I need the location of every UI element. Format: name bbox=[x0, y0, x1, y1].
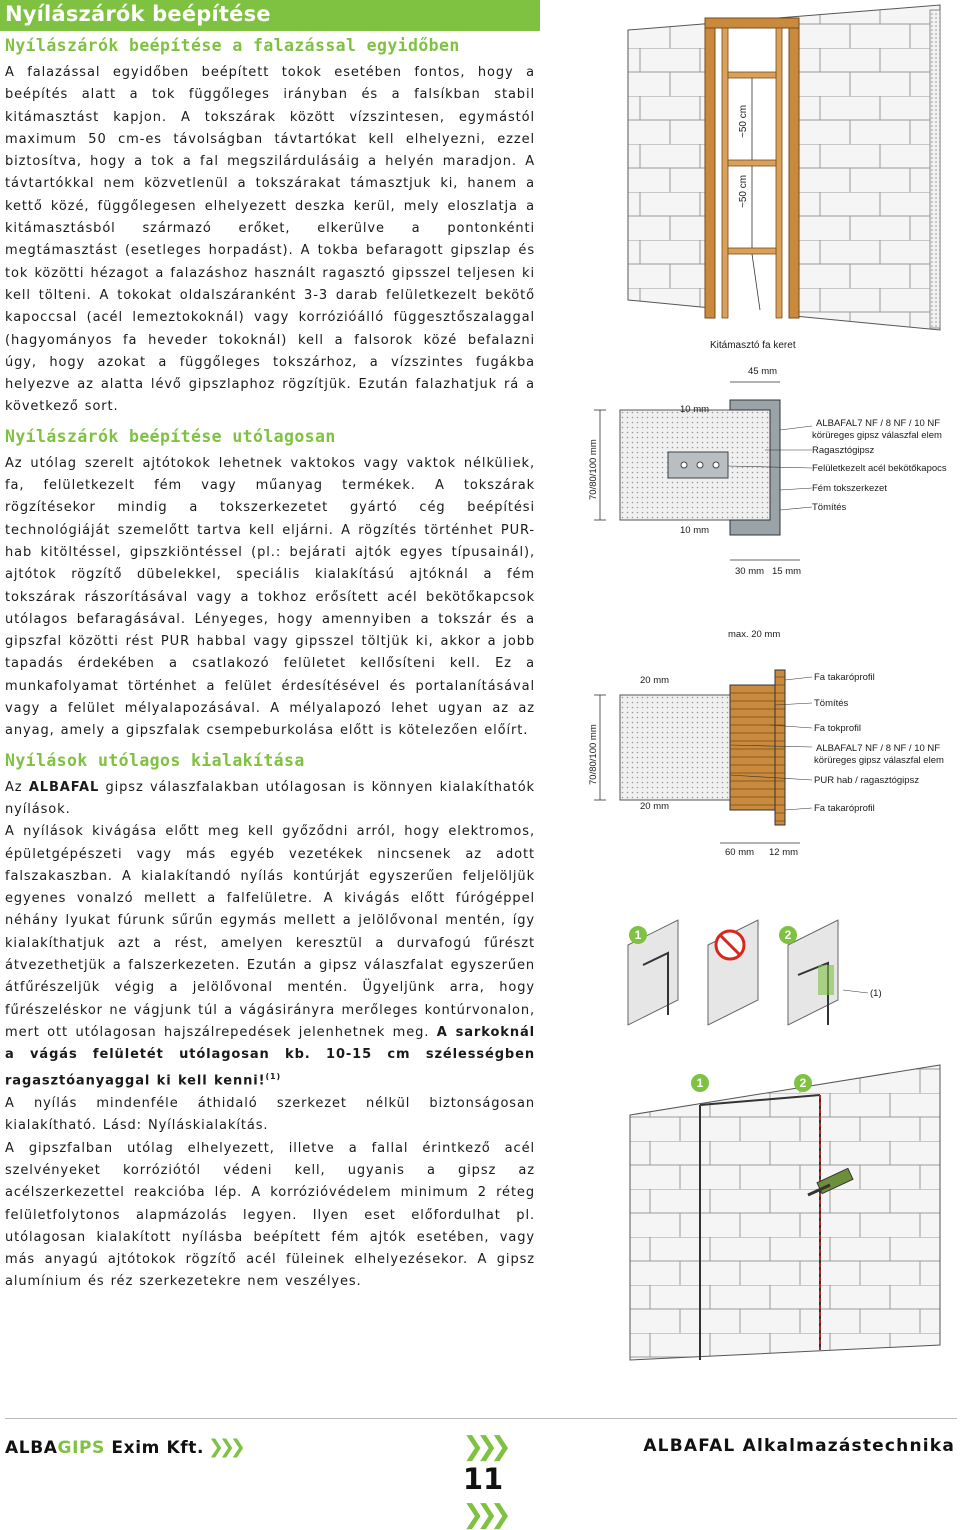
heading-s1: Nyílászárók beépítése a falazással egyidőben bbox=[5, 36, 460, 55]
steel-dim-45: 45 mm bbox=[748, 366, 778, 377]
steel-height-label: 70/80/100 mm bbox=[588, 439, 599, 500]
steel-label-4: Fém tokszerkezet bbox=[812, 483, 887, 494]
wood-dim-12: 12 mm bbox=[769, 847, 799, 858]
wood-label-3: ALBAFAL7 NF / 8 NF / 10 NF bbox=[816, 743, 941, 754]
wood-dim-bottom: 20 mm bbox=[640, 801, 670, 812]
footer-company-c: Exim Kft. bbox=[104, 1438, 205, 1458]
figure-wall-cut bbox=[620, 1045, 960, 1370]
no-cut-symbol bbox=[708, 920, 758, 1025]
corner-step1-label: 1 bbox=[634, 928, 642, 942]
steel-label-5: Tömítés bbox=[812, 502, 847, 513]
steel-dim-30: 30 mm bbox=[735, 566, 765, 577]
corner-step-2 bbox=[779, 920, 838, 1025]
wood-label-2: Fa tokprofil bbox=[814, 723, 861, 734]
figure-steel-section bbox=[580, 360, 960, 585]
footer-page bbox=[438, 1428, 528, 1530]
p1-c: gipsz válaszfalakban utólagosan is könnyen kialakíthatók nyílások. bbox=[5, 779, 535, 817]
wood-height-label: 70/80/100 mm bbox=[588, 724, 599, 785]
wood-label-4: körüreges gipsz válaszfal elem bbox=[814, 755, 944, 766]
wood-frame-profile bbox=[730, 685, 775, 810]
figure-wood-section bbox=[580, 625, 960, 865]
steel-dim-top: 10 mm bbox=[680, 404, 710, 415]
wall-step1-label: 1 bbox=[696, 1076, 704, 1090]
wall-cut-step-2 bbox=[794, 1074, 812, 1092]
figure-corner-steps bbox=[618, 915, 898, 1040]
corner-note: (1) bbox=[870, 988, 882, 999]
steel-label-0: ALBAFAL7 NF / 8 NF / 10 NF bbox=[816, 418, 941, 429]
wall-step2-label: 2 bbox=[799, 1076, 807, 1090]
figure-frame-bracing bbox=[610, 0, 960, 360]
footer-company bbox=[5, 1436, 241, 1458]
wood-label-5: PUR hab / ragasztógipsz bbox=[814, 775, 920, 786]
footer-company-b: GIPS bbox=[57, 1438, 105, 1458]
page-arrows-right-icon: ❯❯❯ bbox=[462, 1500, 504, 1530]
p1-brand: ALBAFAL bbox=[28, 779, 100, 795]
paragraph-s3-1 bbox=[5, 777, 535, 822]
wood-label-0: Fa takaróprofil bbox=[814, 672, 875, 683]
dim-50cm-2: ~50 cm bbox=[738, 174, 749, 208]
heading-s3: Nyílások utólagos kialakítása bbox=[5, 750, 305, 770]
p2-footnote: (1) bbox=[265, 1072, 282, 1082]
p1-a: Az bbox=[5, 779, 29, 795]
page-arrows-left-icon: ❯❯❯ bbox=[462, 1432, 504, 1462]
heading-s2: Nyílászárók beépítése utólagosan bbox=[5, 426, 336, 446]
steel-label-2: Ragasztógipsz bbox=[812, 445, 875, 456]
paragraph-s3-4: A gipszfalban utólag elhelyezett, illetve a fallal érintkező acél szelvényeket korróziótól védeni kell, ugyanis a gipsz az acélszerkezettel reakcióba lép. A korrózióvédelem minimum 2 réteg felületfolytonos alapmázolás legyen. Ilyen eset előfordulhat pl. utólagosan kialakított nyílásba beépített fém ajtók esetében, vagy más anyagú ajtótokok rögzítő acél füleinek elhelyezésekor. A gipsz alumínium és réz szerkezetekre nem veszélyes. bbox=[5, 1140, 535, 1290]
footer-company-a: ALBA bbox=[5, 1438, 58, 1458]
paragraph-s1: A falazással egyidőben beépített tokok esetében fontos, hogy a beépítés alatt a tok függőleges irányban és a falsíkban stabil kitámasztást kapjon. A tokszárak között vízszintesen, egymástól maximum 50 cm-es távolságban távtartókat kell elhelyezni, ezzel biztosítva, hogy a tok a fal megszilárdulásáig a helyén maradjon. A távtartókkal nem közvetlenül a tokszárakat támasztjuk ki, hanem a kettő közé, függőlegesen elhelyezett deszka kerül, mely eloszlatja a kitámasztásból származó erőket, elkerülve a pontonkénti megtámasztást (esetleges horpadást). A tokba befaragott gipszlap és tok közötti hézagot a falazáshoz használt ragasztó gipsszel teljesen ki kell tölteni. A tokokat oldalszáranként 3-3 darab felületkezelt bekötő kapoccsal (acél lemeztokoknál) vagy korrózióálló függesztőszalaggal (hagyományos fa heveder tokoknál) kell a falsorok közé befalazni úgy, hogy azokat a függőleges tokszárhoz, a vízszintes fugákba helyezve az alatta lévő gipszlaphoz rögzítjük. Ezután falazhatjuk rá a következő sort. bbox=[5, 65, 535, 415]
page-number: 11 bbox=[462, 1462, 504, 1496]
title-bar bbox=[0, 0, 540, 31]
wall-edge bbox=[930, 10, 940, 328]
p2-bold: A sarkoknál a vágás felületét utólagosan kb. 10-15 cm szélességben ragasztóanyaggal ki kell kenni! bbox=[5, 1024, 536, 1089]
corner-step2-label: 2 bbox=[784, 928, 792, 942]
wood-dim-60: 60 mm bbox=[725, 847, 755, 858]
wood-dim-top: 20 mm bbox=[640, 675, 670, 686]
wood-cover-profile bbox=[775, 670, 785, 825]
wall-cut-step-1 bbox=[691, 1074, 709, 1092]
steel-label-1: körüreges gipsz válaszfal elem bbox=[812, 430, 942, 441]
footer bbox=[0, 1418, 960, 1530]
dim-50cm-1: ~50 cm bbox=[738, 104, 749, 138]
wood-label-1: Tömítés bbox=[814, 698, 849, 709]
steel-dim-15: 15 mm bbox=[772, 566, 802, 577]
paragraph-s3-2 bbox=[5, 821, 535, 1093]
wood-dim-height bbox=[588, 695, 606, 800]
wood-max: max. 20 mm bbox=[728, 629, 781, 640]
footer-divider bbox=[5, 1418, 957, 1419]
wood-label-6: Fa takaróprofil bbox=[814, 803, 875, 814]
steel-dim-bottom: 10 mm bbox=[680, 525, 710, 536]
footer-arrows-icon: ❯❯❯ bbox=[208, 1436, 241, 1458]
paragraph-s3-3: A nyílás mindenféle áthidaló szerkezet nélkül biztonságosan kialakítható. Lásd: Nyíláskialakítás. bbox=[5, 1096, 535, 1134]
steel-dim-height bbox=[588, 410, 606, 520]
p2-text: A nyílások kivágása előtt meg kell győződni arról, hogy elektromos, épületgépészeti vagy más egyéb vezetékek nincsenek az adott falszakaszban. A kialakítandó nyílás kontúrját egyszerűen feljelöljük egyenes vonalzó mellett a falfelületre. A kivágás előtt fúrógéppel néhány lyukat fúrunk sűrűn egymás mellett a jelölővonal mentén, így kialakíthatjuk azt a rést, amelyen keresztül a durvafogú fűrészt átvezethetjük a falszerkezeten. Ezután a gipsz válaszfalat egyszerűen átfűrészeljük végig a jelölővonal mentén. Ügyeljünk arra, hogy fűrészeléskor ne vágjunk túl a vágásirányra merőleges kontúrvonalon, mert ott utólagosan hajszálrepedések jelenhetnek meg. bbox=[5, 824, 535, 1040]
paragraph-s2: Az utólag szerelt ajtótokok lehetnek vaktokos vagy vaktok nélküliek, fa, felületkezelt fém vagy műanyag termékek. A tokszárak rögzítésekor mindig a tokszerkezetet gyártó cég beépítési technológiáját szemelőtt tartva kell eljárni. A rögzítés történhet PUR-hab kitöltéssel, gipszkiöntéssel (pl.: bejárati ajtók egyes típusainál), ajtótok rögzítő dübelekkel, speciális kialakítású ajtóknál a fém tokszárak rászorításával vagy a tokhoz erősített acél bekötőkapcsok utólagos befaragásával. Lényeges, hogy amennyiben a tokszár és a gipszfal közötti rést PUR habbal vagy gipsszel töltjük ki, akkor a jobb tapadás érdekében a csatlakozó felületet kellősíteni kell. Ez a munkafolyamat történhet a felület érdesítésével és portalanításával vagy a felület mélyalapozásával. A mélyalapozó lehet ugyan az az anyag, amely a gipszfalak csempeburkolása előtt is kötelezően előírt. bbox=[5, 455, 535, 739]
text-column bbox=[5, 34, 535, 1294]
corner-step-1 bbox=[628, 920, 678, 1025]
wall-cut-blocks bbox=[630, 1065, 940, 1360]
caption-frame: Kitámasztó fa keret bbox=[710, 340, 796, 351]
steel-label-3: Felületkezelt acél bekötőkapocs bbox=[812, 463, 947, 474]
page-title: Nyílászárók beépítése bbox=[5, 2, 271, 26]
footer-right: ALBAFAL Alkalmazástechnika bbox=[643, 1436, 955, 1456]
